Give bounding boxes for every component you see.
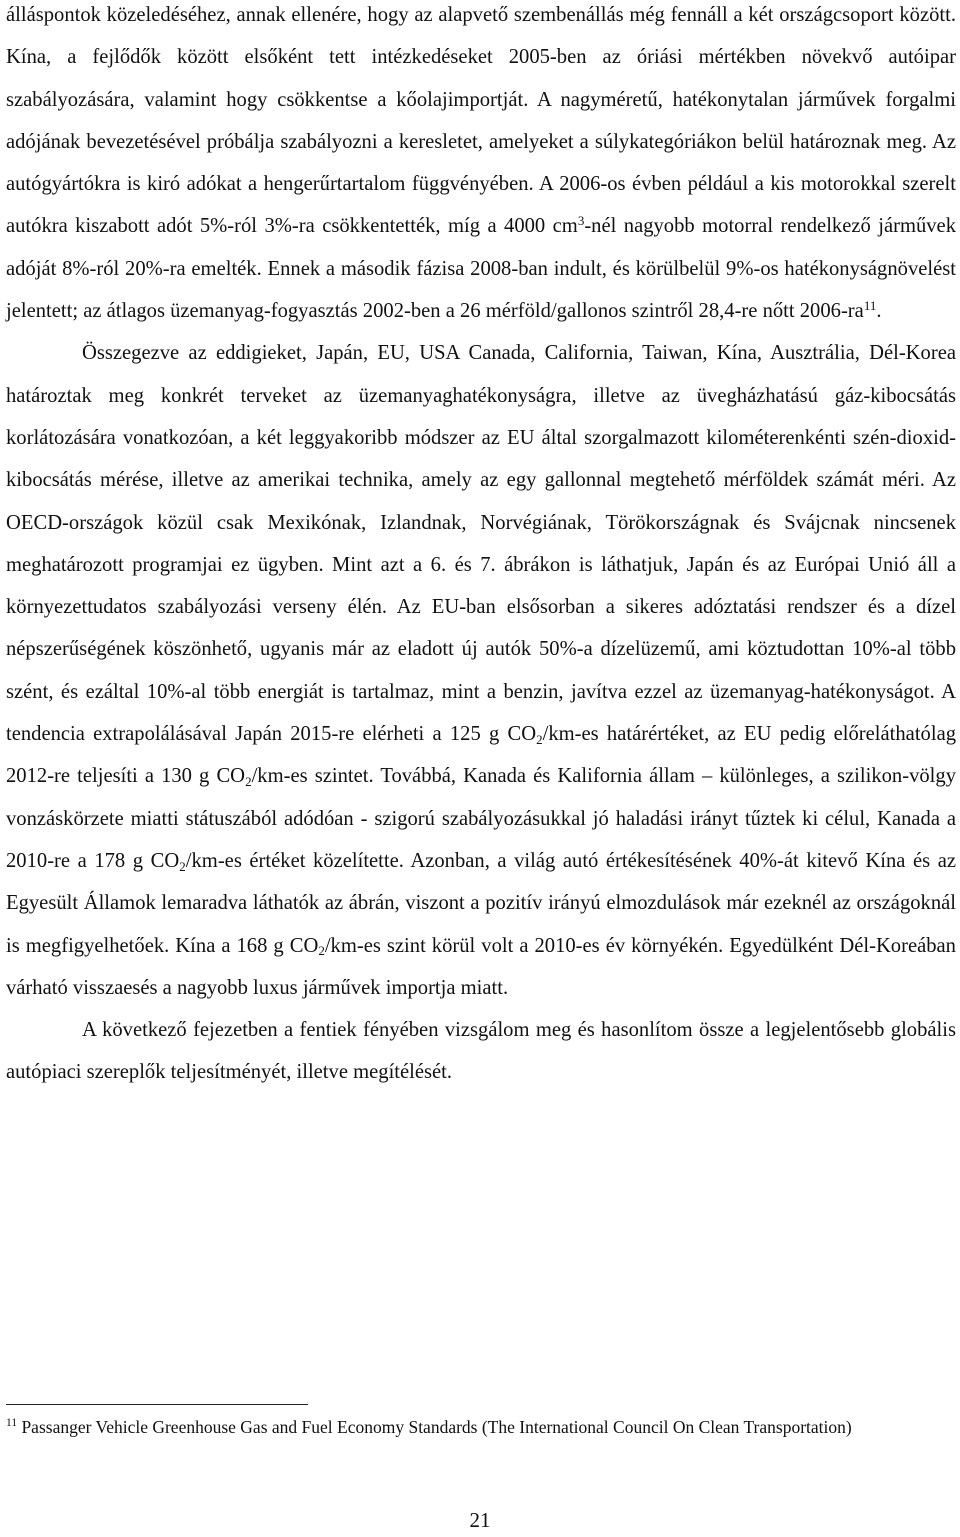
paragraph-2 xyxy=(6,332,956,1009)
subscript-2: 2 xyxy=(536,731,543,747)
paragraph-1 xyxy=(6,0,956,332)
paragraph-2-text-cont: /km-es határértéket, az EU pedig előreláthatólag 2012-re teljesíti a 130 g CO xyxy=(6,723,957,788)
subscript-2: 2 xyxy=(245,774,252,790)
footnote-reference: 11 xyxy=(863,297,877,313)
paragraph-2-text-end: /km-es szint körül volt a 2010-es év környékén. Egyedülként Dél-Koreában várható visszaesés a nagyobb luxus járművek importja miatt. xyxy=(6,934,956,999)
paragraph-2-text: Összegezve az eddigieket, Japán, EU, USA Canada, California, Taiwan, Kína, Ausztrália, Dél-Korea határoztak meg konkrét terveket az üzemanyaghatékonyságra, illetve az üvegházhatású gáz-kibocsátás korlátozására vonatkozóan, a két leggyakoribb módszer az EU által szorgalmazott kilométerenkénti szén-dioxid-kibocsátás mérése, illetve az amerikai technika, amely az egy gallonnal megtehető mérföldek számát méri. Az OECD-országok közül csak Mexikónak, Izlandnak, Norvégiának, Törökországnak és Svájcnak nincsenek meghatározott programjai ez ügyben. Mint azt a 6. és 7. ábrákon is láthatjuk, Japán és az Európai Unió áll a környezettudatos szabályozási verseny élén. Az EU-ban elsősorban a sikeres adóztatási rendszer és a dízel népszerűségének köszönhető, ugyanis már az eladott új autók 50%-a dízelüzemű, ami köztudottan 10%-al több szént, és ezáltal 10%-al több energiát is tartalmaz, mint a benzin, javítva ezzel az üzemanyag-hatékonyságot. A tendencia extrapolálásával Japán 2015-re elérheti a 125 g CO xyxy=(6,342,956,746)
paragraph-1-text: álláspontok közeledéséhez, annak ellenére, hogy az alapvető szembenállás még fennáll a két országcsoport között. Kína, a fejlődők között elsőként tett intézkedéseket 2005-ben az óriási mértékben növekvő autóipar szabályozására, valamint hogy csökkentse a kőolajimportját. A nagyméretű, hatékonytalan járművek forgalmi adójának bevezetésével próbálja szabályozni a keresletet, amelyeket a súlykategóriákon belül határoznak meg. Az autógyártókra is kiró adókat a hengerűrtartalom függvényében. A 2006-os évben például a kis motorokkal szerelt autókra kiszabott adót 5%-ról 3%-ra csökkentették, míg a 4000 cm xyxy=(6,4,956,238)
footnote xyxy=(6,1414,946,1440)
page-number: 21 xyxy=(469,1508,491,1532)
paragraph-1-text-cont: -nél nagyobb motorral rendelkező járművek adóját 8%-ról 20%-ra emelték. Ennek a második fázisa 2008-ban indult, és körülbelül 9%-os hatékonyságnövelést jelentett; az átlagos üzemanyag-fogyasztás 2002-ben a 26 mérföld/gallonos szintről 28,4-re nőtt 2006-ra xyxy=(6,215,956,323)
footnote-marker: 11 xyxy=(6,1417,18,1430)
footnote-text: Passanger Vehicle Greenhouse Gas and Fuel Economy Standards (The International Council On Clean Transportation) xyxy=(17,1417,852,1437)
subscript-2: 2 xyxy=(179,858,186,874)
paragraph-2-text-cont: /km-es szintet. Továbbá, Kanada és Kalifornia állam – különleges, a szilikon-völgy vonzáskörzete miatti státuszából adódóan - szigorú szabályozásukkal jó haladási irányt tűztek ki célul, Kanada a 2010-re a 178 g CO xyxy=(6,765,956,872)
paragraph-3: A következő fejezetben a fentiek fényében vizsgálom meg és hasonlítom össze a legjelentősebb globális autópiaci szereplők teljesítményét, illetve megítélését. xyxy=(6,1019,956,1084)
body-text xyxy=(6,0,956,1094)
subscript-2: 2 xyxy=(318,943,325,959)
paragraph-1-end: . xyxy=(876,300,882,323)
superscript-cubic: 3 xyxy=(577,213,585,229)
paragraph-2-text-cont: /km-es értéket közelítette. Azonban, a világ autó értékesítésének 40%-át kitevő Kína és az Egyesült Államok lemaradva láthatók az ábrán, viszont a pozitív irányú elmozdulások már ezeknél az országoknál is megfigyelhetőek. Kína a 168 g CO xyxy=(6,849,956,957)
footnote-separator xyxy=(6,1404,308,1405)
